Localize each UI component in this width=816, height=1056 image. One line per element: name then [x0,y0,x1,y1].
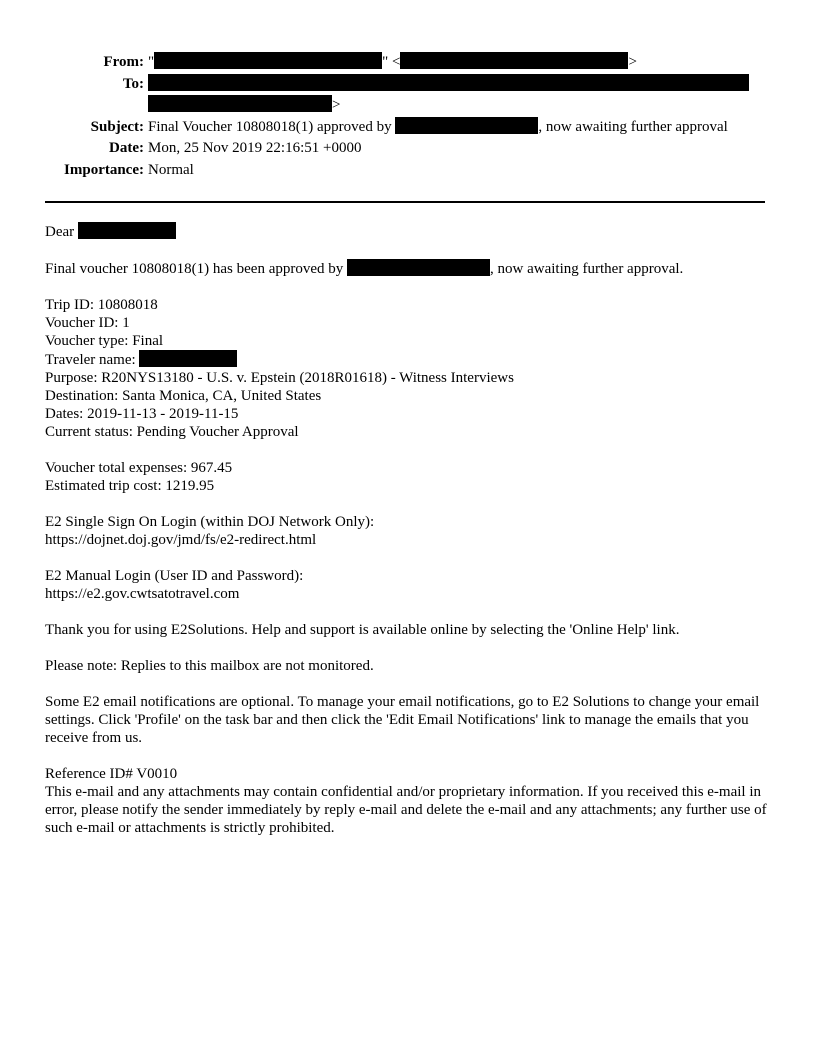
reference-id: Reference ID# V0010 [45,766,178,782]
date-label: Date: [109,140,144,156]
redaction-block [139,350,237,367]
voucher-type: Voucher type: Final [45,333,164,349]
to-label: To: [122,75,144,92]
approval-line [45,259,775,278]
manual-title: E2 Manual Login (User ID and Password): [45,568,304,584]
redaction-block [400,52,628,69]
thanks-text: Thank you for using E2Solutions. Help and support is available online by selecting the 'Online Help' link. [45,622,680,638]
email-header [0,52,816,181]
traveler-name-label: Traveler name: [45,352,136,368]
note-paragraph [45,657,775,675]
from-end: > [628,54,637,70]
manual-url-link[interactable]: https://e2.gov.cwtsatotravel.com [45,586,240,602]
redaction-block [148,74,749,91]
footer-paragraph [45,765,775,837]
subject-label: Subject: [90,118,144,135]
sso-url-link[interactable]: https://dojnet.doj.gov/jmd/fs/e2-redirect.html [45,532,317,548]
purpose: Purpose: R20NYS13180 - U.S. v. Epstein (2018R01618) - Witness Interviews [45,370,514,386]
greeting-text: Dear [45,224,75,240]
thanks-paragraph [45,621,775,639]
voucher-id: Voucher ID: 1 [45,315,130,331]
cost-details [45,459,775,495]
sso-title: E2 Single Sign On Login (within DOJ Network Only): [45,514,375,530]
subject-text-start: Final Voucher 10808018(1) approved by [148,118,392,135]
header-divider [45,201,765,203]
approval-text-end: , now awaiting further approval. [490,261,684,277]
approval-text-start: Final voucher 10808018(1) has been approved by [45,261,344,277]
to-row [0,74,816,96]
from-row [0,52,816,74]
from-value [148,52,637,73]
date-value: Mon, 25 Nov 2019 22:16:51 +0000 [148,140,362,156]
importance-value: Normal [148,161,194,178]
importance-row [0,160,816,182]
to-value [148,74,749,95]
optional-paragraph [45,693,775,747]
current-status: Current status: Pending Voucher Approval [45,424,299,440]
note-text: Please note: Replies to this mailbox are not monitored. [45,658,374,674]
optional-text: Some E2 email notifications are optional. To manage your email notifications, go to E2 Solutions to change your email settings. Click 'Profile' on the task bar and then click the 'Edit Email Notifications' link to manage the emails that you receive from us. [45,694,760,746]
sso-login [45,513,775,549]
redaction-block [154,52,382,69]
to-row-continued [0,95,816,117]
subject-value [148,117,728,138]
from-quote-close: " < [382,54,401,70]
redaction-block [347,259,490,276]
trip-details [45,296,775,441]
subject-text-end: , now awaiting further approval [538,118,728,135]
redaction-block [148,95,332,112]
redaction-block [78,222,176,239]
traveler-name [45,350,775,369]
confidential-text: This e-mail and any attachments may contain confidential and/or proprietary information. If you received this e-mail in error, please notify the sender immediately by reply e-mail and delete the e-mail and any attachments; any further use of such e-mail or attachments is strictly prohibited. [45,784,767,836]
destination: Destination: Santa Monica, CA, United States [45,388,322,404]
dates: Dates: 2019-11-13 - 2019-11-15 [45,406,239,422]
to-end: > [332,97,341,113]
from-label: From: [103,54,144,70]
estimated-cost: Estimated trip cost: 1219.95 [45,478,215,494]
total-expenses: Voucher total expenses: 967.45 [45,460,233,476]
importance-label: Importance: [64,161,144,178]
redaction-block [395,117,538,134]
manual-login [45,567,775,603]
to-value-continued [148,95,340,116]
greeting [45,222,775,241]
email-body [45,222,775,855]
from-quote-open: " [148,54,155,70]
trip-id: Trip ID: 10808018 [45,297,158,313]
subject-row [0,117,816,139]
date-row [0,138,816,160]
